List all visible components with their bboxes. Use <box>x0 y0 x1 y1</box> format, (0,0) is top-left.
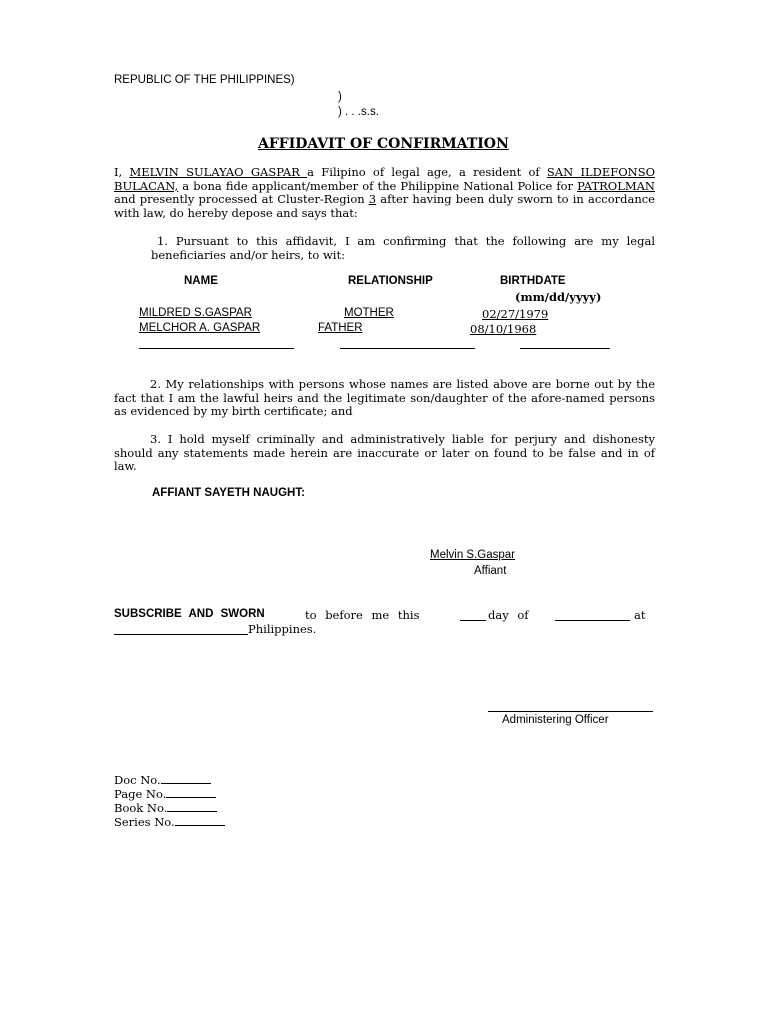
subscribe-bold: SUBSCRIBE AND SWORN <box>114 608 265 620</box>
item-2: 2. My relationships with persons whose names are listed above are borne out by the fact that I am the lawful heirs and the legitimate son/daughter of the afore-named persons as evidenced by my birth certificate; and <box>114 377 655 419</box>
book-no-field <box>114 800 217 815</box>
book-no-blank <box>167 800 217 812</box>
beneficiary-relationship: MOTHER <box>344 307 394 319</box>
series-no-blank <box>175 814 225 826</box>
doc-no-blank <box>161 772 211 784</box>
page-no-blank <box>166 786 216 798</box>
region: 3 <box>368 192 377 207</box>
blank-name-line <box>139 348 294 349</box>
item-3: 3. I hold myself criminally and administratively liable for perjury and dishonesty should any statements made herein are inaccurate or later on found to be false and in of law. <box>114 432 655 474</box>
blank-place <box>114 634 248 635</box>
document-title: AFFIDAVIT OF CONFIRMATION <box>258 136 509 152</box>
subscribe-text-4: Philippines. <box>248 622 317 636</box>
administering-officer-label: Administering Officer <box>502 714 609 726</box>
residence: SAN ILDEFONSO BULACAN, <box>114 165 656 193</box>
col-header-name: NAME <box>184 275 218 287</box>
blank-birthdate-line <box>520 348 610 349</box>
intro-text-5: after having been duly sworn to in accordance with law, do hereby depose and says that: <box>114 192 655 220</box>
col-header-birthdate-format: (mm/dd/yyyy) <box>515 290 602 304</box>
affiant-name: MELVIN SULAYAO GASPAR <box>129 165 308 179</box>
item-1: 1. Pursuant to this affidavit, I am confirming that the following are my legal beneficiaries and/or heirs, to wit: <box>151 234 655 262</box>
page-no-field <box>114 786 216 801</box>
intro-paragraph <box>114 166 655 220</box>
series-no-field <box>114 814 225 829</box>
subscribe-text-2: day of <box>488 608 529 622</box>
col-header-relationship: RELATIONSHIP <box>348 275 433 287</box>
intro-text-1: I, <box>114 165 130 179</box>
position: PATROLMAN <box>577 178 655 193</box>
blank-relationship-line <box>340 348 475 349</box>
affiant-sayeth-naught: AFFIANT SAYETH NAUGHT: <box>152 487 305 499</box>
beneficiary-birthdate: 02/27/1979 <box>482 307 549 321</box>
doc-no-field <box>114 772 211 787</box>
officer-signature-line <box>488 711 653 712</box>
subscribe-text-3: at <box>634 608 646 622</box>
intro-text-2: a Filipino of legal age, a resident of <box>307 165 547 179</box>
intro-text-4: and presently processed at Cluster-Region <box>114 192 369 207</box>
blank-month <box>555 620 630 621</box>
page-no-label: Page No. <box>114 787 167 801</box>
doc-no-label: Doc No. <box>114 773 161 787</box>
signature-role: Affiant <box>474 565 507 577</box>
subscribe-text-1: to before me this <box>305 608 420 622</box>
book-no-label: Book No. <box>114 801 168 815</box>
blank-day <box>460 620 486 621</box>
republic-line: REPUBLIC OF THE PHILIPPINES) <box>114 74 295 86</box>
intro-text-3: a bona fide applicant/member of the Philippine National Police for <box>178 178 578 193</box>
header-paren: ) <box>338 91 342 103</box>
beneficiary-name: MILDRED S.GASPAR <box>139 307 252 319</box>
beneficiary-birthdate: 08/10/1968 <box>470 322 537 336</box>
beneficiary-relationship: FATHER <box>318 322 363 334</box>
series-no-label: Series No. <box>114 815 175 829</box>
beneficiary-name: MELCHOR A. GASPAR <box>139 322 261 334</box>
header-ss: ) . . .s.s. <box>338 106 379 118</box>
signature-name: Melvin S.Gaspar <box>430 549 516 561</box>
col-header-birthdate: BIRTHDATE <box>500 275 566 287</box>
